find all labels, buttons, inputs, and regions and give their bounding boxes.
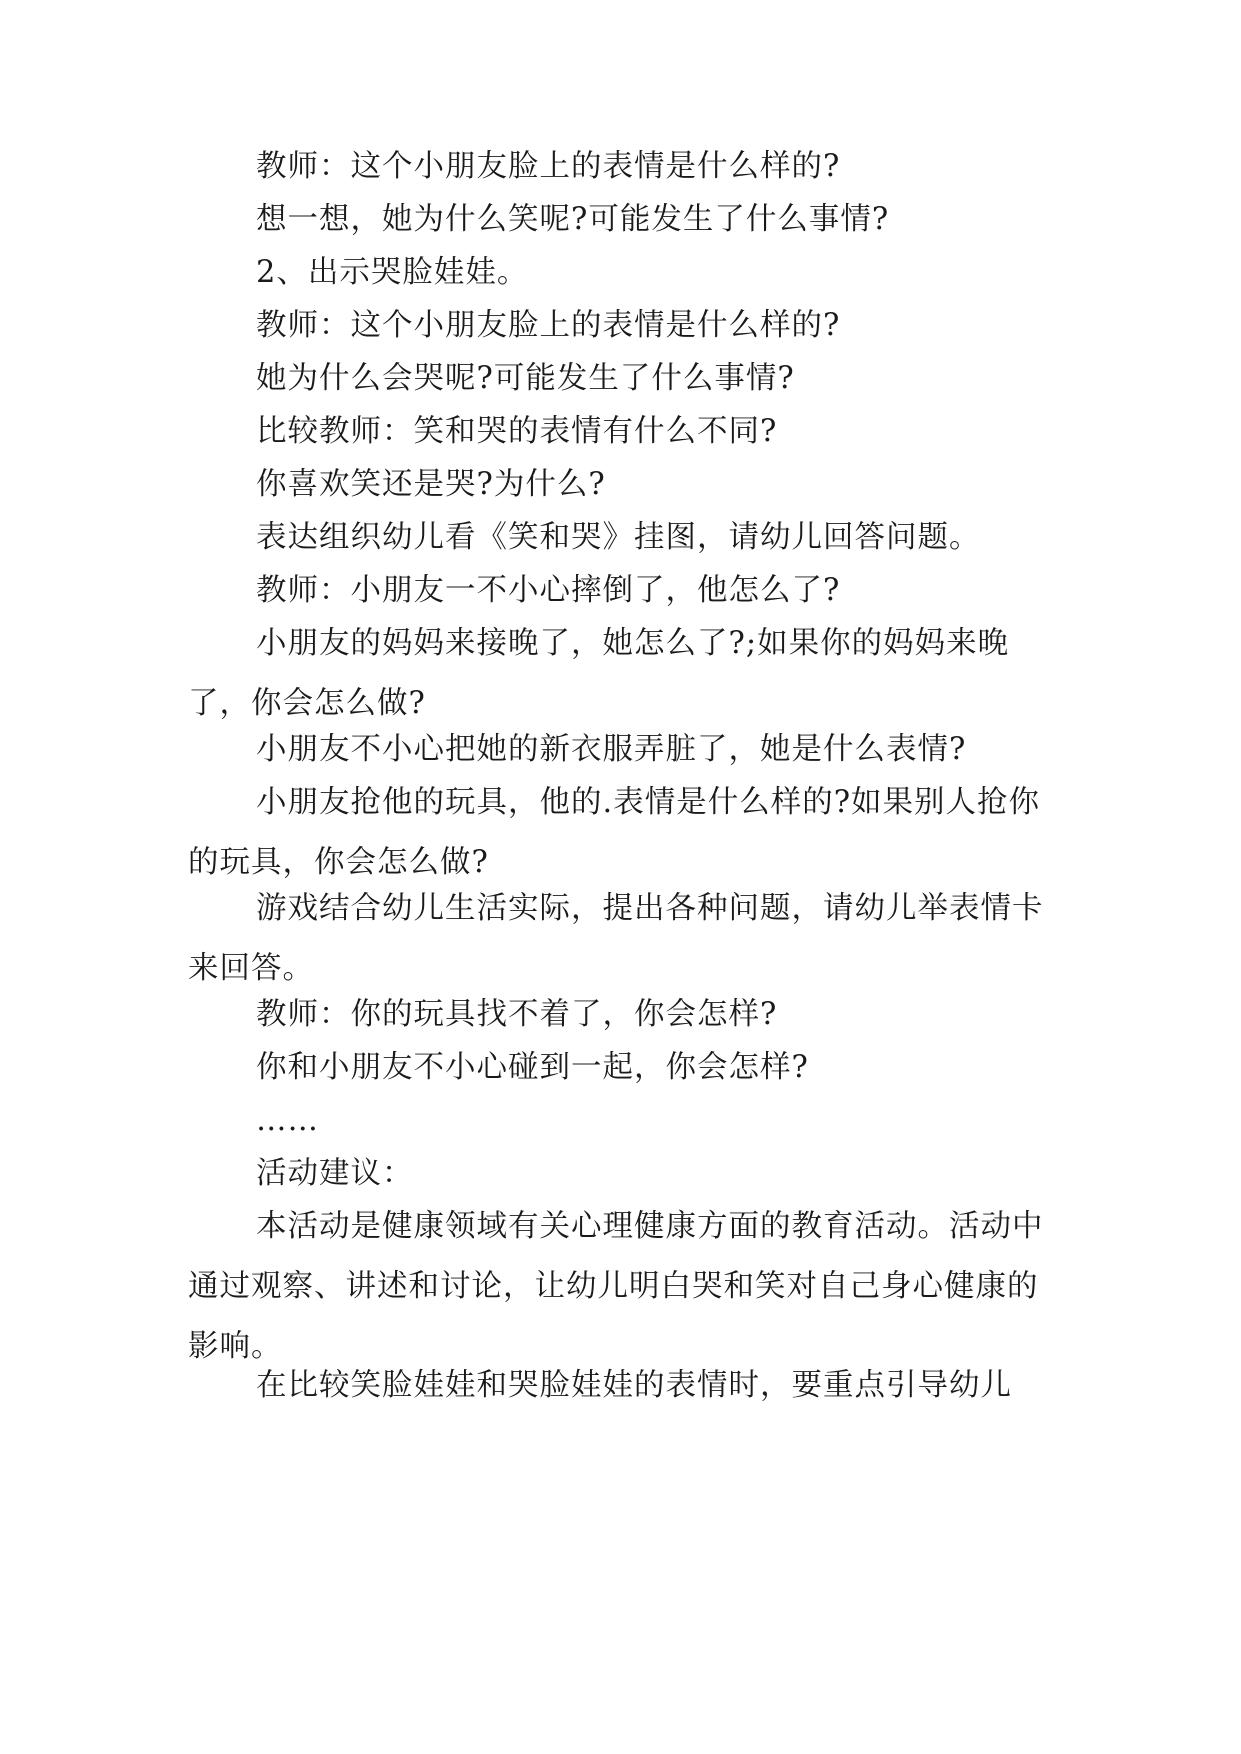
- paragraph-12: 小朋友抢他的玩具，他的.表情是什么样的?如果别人抢你的玩具，你会怎么做?: [188, 785, 1041, 880]
- paragraph-14: 教师：你的玩具找不着了，你会怎样?: [256, 997, 778, 1032]
- paragraph-3: 2、出示哭脸娃娃。: [256, 255, 529, 290]
- paragraph-13: 游戏结合幼儿生活实际，提出各种问题，请幼儿举表情卡来回答。: [188, 891, 1044, 986]
- paragraph-11: 小朋友不小心把她的新衣服弄脏了，她是什么表情?: [256, 732, 967, 767]
- paragraph-16: ……: [256, 1103, 319, 1138]
- paragraph-1: 教师：这个小朋友脸上的表情是什么样的?: [256, 149, 841, 184]
- paragraph-10: 小朋友的妈妈来接晚了，她怎么了?;如果你的妈妈来晚了，你会怎么做?: [188, 626, 1010, 721]
- paragraph-19: 在比较笑脸娃娃和哭脸娃娃的表情时，要重点引导幼儿: [256, 1368, 1012, 1403]
- paragraph-8: 表达组织幼儿看《笑和哭》挂图，请幼儿回答问题。: [256, 520, 981, 555]
- paragraph-6: 比较教师：笑和哭的表情有什么不同?: [256, 414, 778, 449]
- paragraph-18: 本活动是健康领域有关心理健康方面的教育活动。活动中通过观察、讲述和讨论，让幼儿明白哭和笑对自己身心健康的影响。: [188, 1209, 1044, 1364]
- paragraph-17: 活动建议：: [256, 1156, 414, 1191]
- paragraph-15: 你和小朋友不小心碰到一起，你会怎样?: [256, 1050, 809, 1085]
- paragraph-4: 教师：这个小朋友脸上的表情是什么样的?: [256, 308, 841, 343]
- paragraph-9: 教师：小朋友一不小心摔倒了，他怎么了?: [256, 573, 841, 608]
- paragraph-5: 她为什么会哭呢?可能发生了什么事情?: [256, 361, 795, 396]
- paragraph-2: 想一想，她为什么笑呢?可能发生了什么事情?: [256, 202, 890, 237]
- paragraph-7: 你喜欢笑还是哭?为什么?: [256, 467, 606, 502]
